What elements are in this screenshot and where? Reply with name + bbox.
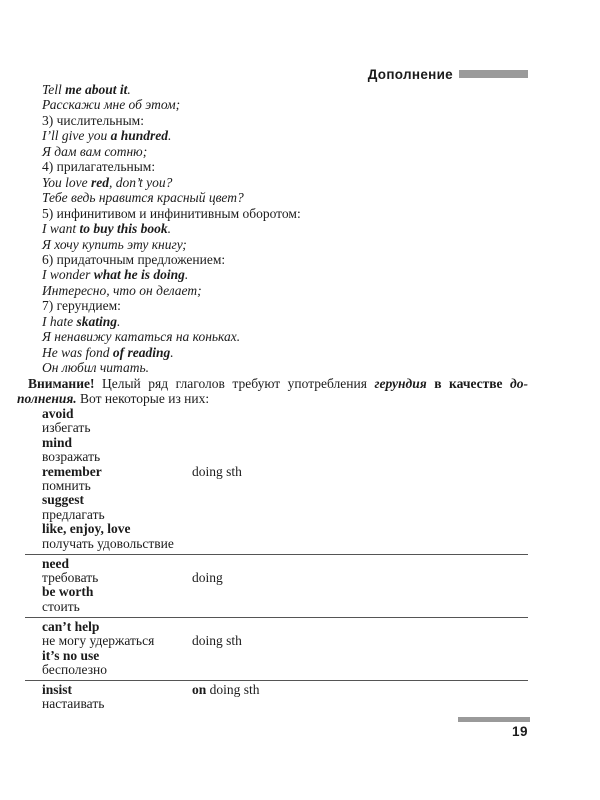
verb-row xyxy=(25,479,528,493)
text-segment: . xyxy=(184,267,189,283)
text-segment: You love xyxy=(42,174,92,190)
text-segment: doing sth xyxy=(206,681,260,697)
text-segment: 4) прилагательным: xyxy=(42,159,156,175)
gerund-pattern-cell xyxy=(192,649,528,663)
verb-row xyxy=(25,697,528,711)
verb-group xyxy=(25,557,528,618)
gerund-pattern-cell xyxy=(192,493,528,507)
list-item-line xyxy=(42,298,528,313)
page-footer xyxy=(456,717,530,739)
verb-cell xyxy=(42,697,192,711)
text-segment: I’ll give you xyxy=(42,128,111,144)
text-segment: I wonder xyxy=(42,267,94,283)
verb-row xyxy=(25,465,528,479)
text-segment: be worth xyxy=(42,584,94,600)
header-bar xyxy=(459,70,528,78)
verb-row xyxy=(25,663,528,677)
translation-line-ru xyxy=(42,360,528,375)
translation-line-ru xyxy=(42,329,528,344)
verb-cell xyxy=(42,683,192,697)
text-segment: Я хочу купить эту книгу; xyxy=(42,236,187,252)
verb-row xyxy=(25,436,528,450)
verb-group xyxy=(25,407,528,555)
example-line-en xyxy=(42,221,528,236)
verb-table xyxy=(25,407,528,714)
gerund-pattern-cell xyxy=(192,600,528,614)
verb-row xyxy=(25,493,528,507)
verb-row xyxy=(25,522,528,536)
translation-line-ru xyxy=(42,283,528,298)
verb-cell xyxy=(42,663,192,677)
gerund-pattern-cell xyxy=(192,537,528,551)
example-line-en xyxy=(42,267,528,282)
text-segment: бесполезно xyxy=(42,661,108,677)
page-number: 19 xyxy=(511,724,528,739)
gerund-pattern-cell xyxy=(192,571,528,585)
example-line-en xyxy=(42,314,528,329)
verb-cell xyxy=(42,649,192,663)
example-line-en xyxy=(42,175,528,190)
verb-row xyxy=(25,421,528,435)
verb-cell xyxy=(42,557,192,571)
gerund-pattern-cell xyxy=(192,620,528,634)
gerund-pattern-cell xyxy=(192,683,528,697)
verb-row xyxy=(25,537,528,551)
text-segment: mind xyxy=(42,434,73,450)
text-segment: предлагать xyxy=(42,506,105,522)
text-segment: 6) придаточным предложением: xyxy=(42,251,226,267)
text-segment: doing sth xyxy=(192,633,242,649)
verb-cell xyxy=(42,450,192,464)
text-segment: need xyxy=(42,555,69,571)
verb-row xyxy=(25,508,528,522)
verb-cell xyxy=(42,634,192,648)
gerund-pattern-cell xyxy=(192,508,528,522)
text-segment: me about it xyxy=(65,82,128,97)
text-segment: remember xyxy=(42,463,102,479)
verb-row xyxy=(25,585,528,599)
example-line-en xyxy=(42,345,528,360)
text-segment: полнения. xyxy=(17,391,77,407)
text-segment: red xyxy=(91,174,110,190)
verb-cell xyxy=(42,436,192,450)
verb-cell xyxy=(42,479,192,493)
gerund-pattern-cell xyxy=(192,436,528,450)
gerund-pattern-cell xyxy=(192,450,528,464)
page-body xyxy=(17,82,528,716)
verb-cell xyxy=(42,522,192,536)
text-segment: возражать xyxy=(42,449,101,465)
gerund-pattern-cell xyxy=(192,465,528,479)
note-paragraph-line xyxy=(17,391,528,406)
verb-cell xyxy=(42,493,192,507)
verb-row xyxy=(25,649,528,663)
text-segment: . xyxy=(168,128,172,144)
text-segment: . xyxy=(127,82,131,97)
verb-row xyxy=(25,571,528,585)
gerund-pattern-cell xyxy=(192,522,528,536)
verb-cell xyxy=(42,421,192,435)
text-segment: Тебе ведь нравится красный цвет? xyxy=(42,190,244,206)
text-segment: 5) инфинитивом и инфинитивным оборотом: xyxy=(42,205,301,221)
text-segment: Я ненавижу кататься на коньках. xyxy=(42,329,241,345)
verb-cell xyxy=(42,508,192,522)
text-segment: Я дам вам сотню; xyxy=(42,143,148,159)
text-segment: on xyxy=(192,681,207,697)
example-line-en xyxy=(42,128,528,143)
text-segment: настаивать xyxy=(42,696,105,712)
text-segment: . xyxy=(117,313,121,329)
text-segment: герундия xyxy=(374,375,427,391)
gerund-pattern-cell xyxy=(192,585,528,599)
page-header xyxy=(17,66,528,82)
text-segment: Интересно, что он делает; xyxy=(42,282,202,298)
gerund-pattern-cell xyxy=(192,421,528,435)
text-segment: Внимание! xyxy=(28,375,95,391)
text-segment: suggest xyxy=(42,492,85,508)
verb-row xyxy=(25,557,528,571)
verb-cell xyxy=(42,585,192,599)
list-item-line xyxy=(42,206,528,221)
verb-cell xyxy=(42,465,192,479)
text-segment: 7) герундием: xyxy=(42,298,121,314)
text-segment: avoid xyxy=(42,406,74,422)
text-segment: Расскажи мне об этом; xyxy=(42,97,181,113)
verb-row xyxy=(25,620,528,634)
text-segment: a hundred xyxy=(110,128,169,144)
verb-row xyxy=(25,450,528,464)
text-segment: doing sth xyxy=(192,463,242,479)
gerund-pattern-cell xyxy=(192,479,528,493)
gerund-pattern-cell xyxy=(192,634,528,648)
verb-group xyxy=(25,683,528,714)
note-paragraph-line xyxy=(17,376,528,391)
text-segment: , don’t you? xyxy=(109,174,173,190)
text-segment: Он любил читать. xyxy=(42,360,149,376)
text-segment: 3) числительным: xyxy=(42,112,144,128)
gerund-pattern-cell xyxy=(192,557,528,571)
translation-line-ru xyxy=(42,97,528,112)
translation-line-ru xyxy=(42,237,528,252)
text-segment: . xyxy=(167,221,172,237)
verb-cell xyxy=(42,537,192,551)
text-segment: Tell xyxy=(42,82,66,97)
text-segment: стоить xyxy=(42,598,80,614)
gerund-pattern-cell xyxy=(192,697,528,711)
verb-row xyxy=(25,407,528,421)
gerund-pattern-cell xyxy=(192,407,528,421)
text-segment: до- xyxy=(510,375,528,391)
verb-row xyxy=(25,683,528,697)
text-segment: of reading xyxy=(112,344,171,360)
translation-line-ru xyxy=(42,190,528,205)
verb-group xyxy=(25,620,528,681)
text-segment: what he is doing xyxy=(93,267,185,283)
footer-bar xyxy=(458,717,530,722)
example-line-en xyxy=(42,82,528,97)
section-title: Дополнение xyxy=(367,66,453,82)
text-segment: insist xyxy=(42,681,73,697)
text-segment: I want xyxy=(42,221,80,237)
text-segment: it’s no use xyxy=(42,647,100,663)
list-item-line xyxy=(42,113,528,128)
text-segment: Целый ряд глаголов требуют употребления xyxy=(94,375,375,391)
text-segment: doing xyxy=(192,569,223,585)
text-segment: He was fond xyxy=(42,344,113,360)
text-segment: Вот некоторые из них: xyxy=(76,391,210,407)
list-item-line xyxy=(42,159,528,174)
text-segment: избегать xyxy=(42,420,91,436)
text-segment: в качестве xyxy=(426,375,511,391)
text-segment: требовать xyxy=(42,569,99,585)
verb-cell xyxy=(42,571,192,585)
text-segment: получать удовольствие xyxy=(42,535,174,551)
text-segment: can’t help xyxy=(42,618,100,634)
text-segment: не могу удержаться xyxy=(42,633,155,649)
verb-cell xyxy=(42,600,192,614)
translation-line-ru xyxy=(42,144,528,159)
text-segment: skating xyxy=(76,313,118,329)
verb-cell xyxy=(42,407,192,421)
verb-row xyxy=(25,634,528,648)
text-segment: to buy this book xyxy=(79,221,168,237)
text-segment: . xyxy=(170,344,174,360)
gerund-pattern-cell xyxy=(192,663,528,677)
text-segment: like, enjoy, love xyxy=(42,521,131,537)
text-segment: помнить xyxy=(42,478,91,494)
verb-row xyxy=(25,600,528,614)
verb-cell xyxy=(42,620,192,634)
text-segment: I hate xyxy=(42,313,77,329)
list-item-line xyxy=(42,252,528,267)
